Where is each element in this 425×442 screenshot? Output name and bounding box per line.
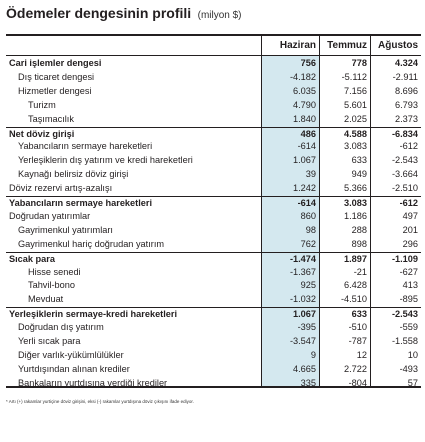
cell-value: 6.428 [344,280,367,291]
cell-value: 756 [300,58,316,68]
table-row [6,99,421,113]
row-label: Doğrudan yatırımlar [9,210,91,221]
row-label: Gayrimenkul yatırımları [18,224,113,235]
column-header: Haziran [279,40,316,51]
cell-value: -2.510 [391,183,418,194]
table-row [6,238,421,252]
cell-value: 4.665 [293,363,316,374]
cell-value: 39 [305,169,316,180]
table-row [6,154,421,168]
cell-value: -21 [353,266,367,277]
cell-value: 288 [351,224,367,235]
title-text: Ödemeler dengesinin profili [6,5,192,21]
cell-value: -1.367 [289,266,316,277]
cell-value: -1.558 [391,336,418,346]
cell-value: 4.790 [293,99,316,110]
row-label: Turizm [28,99,56,110]
cell-value: 2.025 [344,113,367,124]
cell-value: -493 [399,363,418,374]
row-label: Yurtdışından alınan krediler [18,363,130,374]
row-label: Dış ticaret dengesi [18,71,95,82]
cell-value: 413 [402,280,418,291]
section-row [6,252,421,267]
cell-value: 1.840 [293,113,316,124]
table-title [6,5,242,23]
section-row [6,57,421,71]
cell-value: 1.897 [344,253,367,264]
cell-value: 6.035 [293,85,316,96]
table-row [6,113,421,127]
column-header: Ağustos [378,40,418,51]
cell-value: 497 [402,210,418,221]
cell-value: -1.032 [289,294,316,305]
table-row [6,210,421,224]
table-header [6,36,421,56]
table-row [6,71,421,85]
table-row [6,224,421,238]
cell-value: 1.067 [293,155,316,166]
row-label: Döviz rezervi artış-azalışı [9,183,113,194]
cell-value: -2.543 [391,309,418,320]
cell-value: -559 [399,322,418,333]
cell-value: 8.696 [395,85,418,96]
row-label: Hizmetler dengesi [18,85,92,96]
table-row [6,168,421,182]
cell-value: 925 [300,280,316,291]
row-label: Taşımacılık [28,113,74,124]
cell-value: 633 [351,155,367,166]
row-label: Yerleşiklerin sermaye-kredi hareketleri [9,309,178,320]
row-label: Mevduat [28,294,64,305]
data-table [6,34,421,388]
cell-value: 3.083 [344,198,367,208]
cell-value: 10 [407,349,418,360]
cell-value: -4.182 [289,71,316,82]
cell-value: 5.366 [344,183,367,194]
section-row [6,307,421,322]
table-row [6,293,421,307]
cell-value: -2.911 [392,71,418,82]
section-row [6,196,421,211]
cell-value: -895 [399,294,418,305]
cell-value: -4.510 [340,294,367,305]
cell-value: 201 [402,224,418,235]
footnote: * Artı (+) rakamlar yurtiçine döviz girişini, eksi (-) rakamlar yurtdışına döviz çıkışını ifade ediyor. [6,399,194,404]
cell-value: -614 [297,141,316,152]
row-label: Doğrudan dış yatırım [18,322,104,333]
row-label: Gayrimenkul hariç doğrudan yatırım [18,238,165,249]
row-label: Yerli sıcak para [18,336,81,346]
cell-value: -627 [399,266,418,277]
cell-value: 4.324 [395,58,418,68]
row-label: Hisse senedi [28,266,81,277]
cell-value: -510 [348,322,367,333]
cell-value: 9 [310,349,316,360]
cell-value: -614 [297,198,316,208]
table-row [6,279,421,293]
cell-value: -6.834 [391,128,418,139]
row-label: Yabancıların sermaye hareketleri [18,141,153,152]
cell-value: 296 [402,238,418,249]
cell-value: 5.601 [344,99,367,110]
cell-value: 633 [351,309,367,320]
row-label: Diğer varlık-yükümlülükler [18,349,124,360]
cell-value: 949 [351,169,367,180]
cell-value: -804 [348,377,367,388]
cell-value: 7.156 [344,85,367,96]
table-row [6,266,421,280]
cell-value: 2.722 [344,363,367,374]
table-row [6,377,421,391]
cell-value: 860 [300,210,316,221]
cell-value: 6.793 [395,99,418,110]
cell-value: 1.242 [293,183,316,194]
row-label: Kaynağı belirsiz döviz girişi [18,169,129,180]
cell-value: -1.474 [289,253,316,264]
column-header: Temmuz [327,40,367,51]
cell-value: 335 [300,377,316,388]
cell-value: 778 [351,58,367,68]
cell-value: 57 [407,377,418,388]
row-label: Sıcak para [9,253,55,264]
cell-value: 2.373 [395,113,418,124]
row-label: Net döviz girişi [9,128,75,139]
table-row [6,349,421,363]
cell-value: -395 [297,322,316,333]
cell-value: -5.112 [341,71,367,82]
cell-value: -612 [399,198,418,208]
unit-text: (milyon $) [197,10,242,21]
cell-value: 898 [351,238,367,249]
cell-value: 762 [300,238,316,249]
table-row [6,85,421,99]
cell-value: -3.664 [391,169,418,180]
row-label: Tahvil-bono [28,280,75,291]
table-row [6,140,421,154]
cell-value: -612 [399,141,418,152]
cell-value: 1.186 [344,210,367,221]
row-label: Cari işlemler dengesi [9,58,102,68]
row-label: Bankaların yurtdışına verdiği krediler [18,377,168,388]
cell-value: -3.547 [289,336,316,346]
row-label: Yabancıların sermaye hareketleri [9,198,153,208]
cell-value: -787 [348,336,367,346]
cell-value: 12 [356,349,367,360]
table-row [6,182,421,196]
row-label: Yerleşiklerin dış yatırım ve kredi hareketleri [18,155,193,166]
table-row [6,335,421,349]
cell-value: 4.588 [344,128,367,139]
table-row [6,321,421,335]
cell-value: 3.083 [344,141,367,152]
cell-value: 98 [305,224,316,235]
cell-value: -1.109 [391,253,418,264]
cell-value: -2.543 [391,155,418,166]
table-row [6,363,421,377]
cell-value: 486 [300,128,316,139]
section-row [6,127,421,142]
cell-value: 1.067 [293,309,316,320]
